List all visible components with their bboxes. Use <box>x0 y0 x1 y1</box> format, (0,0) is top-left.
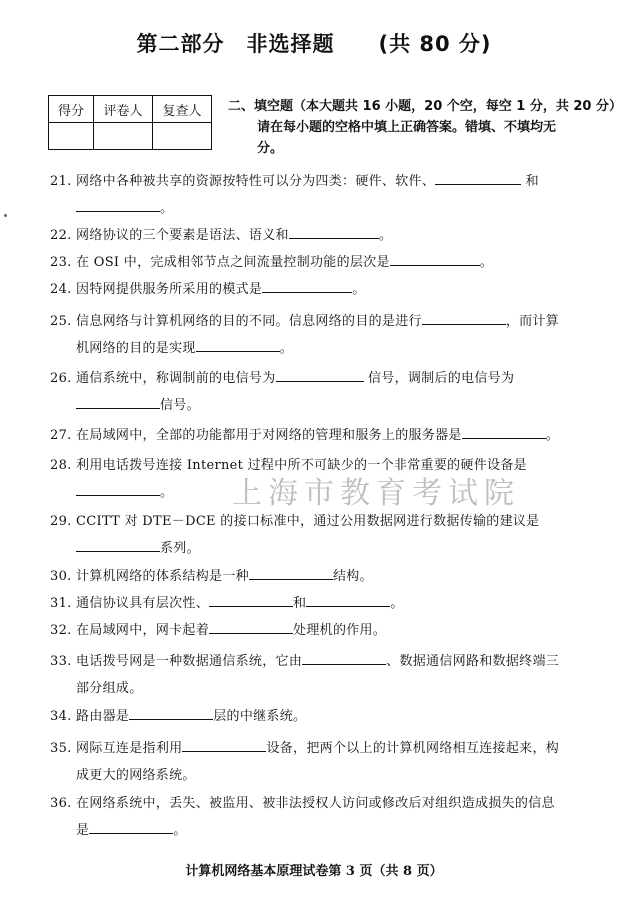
question-text: 电话拨号网是一种数据通信系统，它由 <box>76 654 303 669</box>
question-35: 35. 网际互连是指利用 设备，把两个以上的计算机网络相互连接起来，构 成更大的网络系统。 <box>50 735 610 789</box>
answer-blank-24[interactable] <box>262 277 352 293</box>
answer-blank-25a[interactable] <box>422 309 506 325</box>
question-text-cont: 是 <box>76 823 90 838</box>
question-36: 36. 在网络系统中，丢失、被监用、被非法授权人访问或修改后对组织造成损失的信息 是 。 <box>50 796 555 838</box>
score-cell-grader[interactable] <box>94 123 153 150</box>
question-number: 35 <box>50 741 68 756</box>
question-text-end: 。 <box>160 485 174 500</box>
question-text-mid: 和 <box>293 596 307 611</box>
question-text-mid: 设备，把两个以上的计算机网络相互连接起来，构 <box>266 741 560 756</box>
question-number: 32 <box>50 623 68 638</box>
section-heading: 二、填空题（本大题共 16 小题，20 个空，每空 1 分，共 20 分） <box>228 99 622 114</box>
question-text-cont: 成更大的网络系统。 <box>76 768 196 783</box>
question-text-mid: 信号，调制后的电信号为 <box>367 371 515 386</box>
answer-blank-29[interactable] <box>76 536 160 552</box>
question-24: 24. 因特网提供服务所采用的模式是 。 <box>50 276 610 303</box>
score-cell-reviewer[interactable] <box>153 123 212 150</box>
question-text: 路由器是 <box>76 709 130 724</box>
question-text-end: 结构。 <box>332 569 373 584</box>
question-26: 26. 通信系统中，称调制前的电信号为 信号，调制后的电信号为 信号。 <box>50 365 610 419</box>
question-text: 网际互连是指利用 <box>76 741 183 756</box>
question-text-end: 信号。 <box>160 398 200 413</box>
answer-blank-28[interactable] <box>76 480 160 496</box>
question-text: 计算机网络的体系结构是一种 <box>76 569 249 584</box>
question-text-cont: 机网络的目的是实现 <box>76 341 196 356</box>
answer-blank-30[interactable] <box>249 564 333 580</box>
question-text: 网络中各种被共享的资源按特性可以分为四类：硬件、软件、 <box>76 174 436 189</box>
section-instruction-line: 请在每小题的空格中填上正确答案。错填、不填均无 <box>257 120 557 135</box>
question-21: 21. 网络中各种被共享的资源按特性可以分为四类：硬件、软件、 和 。 <box>50 168 610 222</box>
question-text: 在 OSI 中，完成相邻节点之间流量控制功能的层次是 <box>76 255 390 270</box>
answer-blank-26b[interactable] <box>76 393 160 409</box>
question-number: 21 <box>50 174 68 189</box>
question-text-end: 处理机的作用。 <box>293 623 387 638</box>
question-text-mid: 、数据通信网路和数据终端三 <box>386 654 560 669</box>
question-30: 30. 计算机网络的体系结构是一种 结构。 <box>50 563 610 590</box>
question-text-end: 。 <box>545 428 560 443</box>
answer-blank-26a[interactable] <box>276 366 364 382</box>
question-22: 22. 网络协议的三个要素是语法、语义和 。 <box>50 222 610 249</box>
score-cell-score[interactable] <box>49 123 94 150</box>
question-number: 26 <box>50 371 68 386</box>
question-text-end: 。 <box>390 596 404 611</box>
question-27: 27. 在局域网中，全部的功能都用于对网络的管理和服务上的服务器是 。 <box>50 422 610 449</box>
scan-dot <box>4 214 7 217</box>
answer-blank-27[interactable] <box>462 423 546 439</box>
question-number: 27 <box>50 428 68 443</box>
answer-blank-21a[interactable] <box>435 169 521 185</box>
question-29: 29. CCITT 对 DTE－DCE 的接口标准中，通过公用数据网进行数据传输的建议是 系列。 <box>50 514 540 556</box>
question-number: 31 <box>50 596 68 611</box>
question-number: 25 <box>50 314 68 329</box>
question-text: 在局域网中，全部的功能都用于对网络的管理和服务上的服务器是 <box>76 428 462 443</box>
question-text-cont: 部分组成。 <box>76 681 143 696</box>
score-header-score: 得分 <box>49 96 94 123</box>
question-text: 在网络系统中，丢失、被监用、被非法授权人访问或修改后对组织造成损失的信息 <box>76 796 555 811</box>
question-text-end: 。 <box>160 201 174 216</box>
question-text-end: 。 <box>479 255 494 270</box>
question-text: 因特网提供服务所采用的模式是 <box>76 282 263 297</box>
question-23: 23. 在 OSI 中，完成相邻节点之间流量控制功能的层次是 。 <box>50 249 610 276</box>
page-footer: 计算机网络基本原理试卷第 3 页（共 8 页） <box>185 864 443 879</box>
answer-blank-36[interactable] <box>89 818 173 834</box>
answer-blank-32[interactable] <box>209 618 293 634</box>
answer-blank-23[interactable] <box>390 250 480 266</box>
answer-blank-34[interactable] <box>129 704 213 720</box>
question-number: 30 <box>50 569 68 584</box>
question-text: 通信协议具有层次性、 <box>76 596 210 611</box>
question-text: 通信系统中，称调制前的电信号为 <box>76 371 276 386</box>
question-text: 网络协议的三个要素是语法、语义和 <box>76 228 289 243</box>
question-number: 24 <box>50 282 68 297</box>
question-text: CCITT 对 DTE－DCE 的接口标准中，通过公用数据网进行数据传输的建议是 <box>76 514 540 529</box>
answer-blank-35[interactable] <box>182 736 266 752</box>
question-text: 信息网络与计算机网络的目的不同。信息网络的目的是进行 <box>76 314 422 329</box>
question-text-end: 系列。 <box>160 541 200 556</box>
question-28: 28. 利用电话拨号连接 Internet 过程中所不可缺少的一个非常重要的硬件设备是 。 <box>50 458 527 500</box>
score-header-reviewer: 复查人 <box>153 96 212 123</box>
question-25: 25. 信息网络与计算机网络的目的不同。信息网络的目的是进行 ，而计算 机网络的目的是实现 。 <box>50 308 610 362</box>
question-text-end: 。 <box>173 823 187 838</box>
answer-blank-21b[interactable] <box>76 196 160 212</box>
question-34: 34. 路由器是 层的中继系统。 <box>50 703 610 730</box>
answer-blank-31a[interactable] <box>209 591 293 607</box>
score-header-grader: 评卷人 <box>94 96 153 123</box>
question-text-mid: 和 <box>525 174 539 189</box>
answer-blank-33[interactable] <box>302 649 386 665</box>
section-instruction-end: 分。 <box>257 141 284 156</box>
question-33: 33. 电话拨号网是一种数据通信系统，它由 、数据通信网路和数据终端三 部分组成。 <box>50 648 610 702</box>
page-title: 第二部分 非选择题 (共 80 分) <box>136 32 492 56</box>
question-number: 22 <box>50 228 68 243</box>
question-number: 36 <box>50 796 68 811</box>
question-text-mid: ，而计算 <box>505 314 560 329</box>
question-text: 利用电话拨号连接 Internet 过程中所不可缺少的一个非常重要的硬件设备是 <box>76 458 527 473</box>
question-32: 32. 在局域网中，网卡起着 处理机的作用。 <box>50 617 610 644</box>
question-31: 31. 通信协议具有层次性、 和 。 <box>50 590 610 617</box>
question-number: 29 <box>50 514 68 529</box>
question-number: 34 <box>50 709 68 724</box>
question-text: 在局域网中，网卡起着 <box>76 623 210 638</box>
question-text-end: 。 <box>352 282 366 297</box>
answer-blank-22[interactable] <box>289 223 379 239</box>
question-number: 33 <box>50 654 68 669</box>
answer-blank-31b[interactable] <box>306 591 390 607</box>
answer-blank-25b[interactable] <box>196 336 280 352</box>
question-number: 23 <box>50 255 68 270</box>
question-text-end: 。 <box>378 228 393 243</box>
question-text-end: 层的中继系统。 <box>213 709 307 724</box>
watermark: 上海市教育考试院 <box>232 476 520 511</box>
question-number: 28 <box>50 458 68 473</box>
score-table <box>48 95 212 150</box>
section-instructions <box>228 96 620 159</box>
question-text-end: 。 <box>279 341 294 356</box>
